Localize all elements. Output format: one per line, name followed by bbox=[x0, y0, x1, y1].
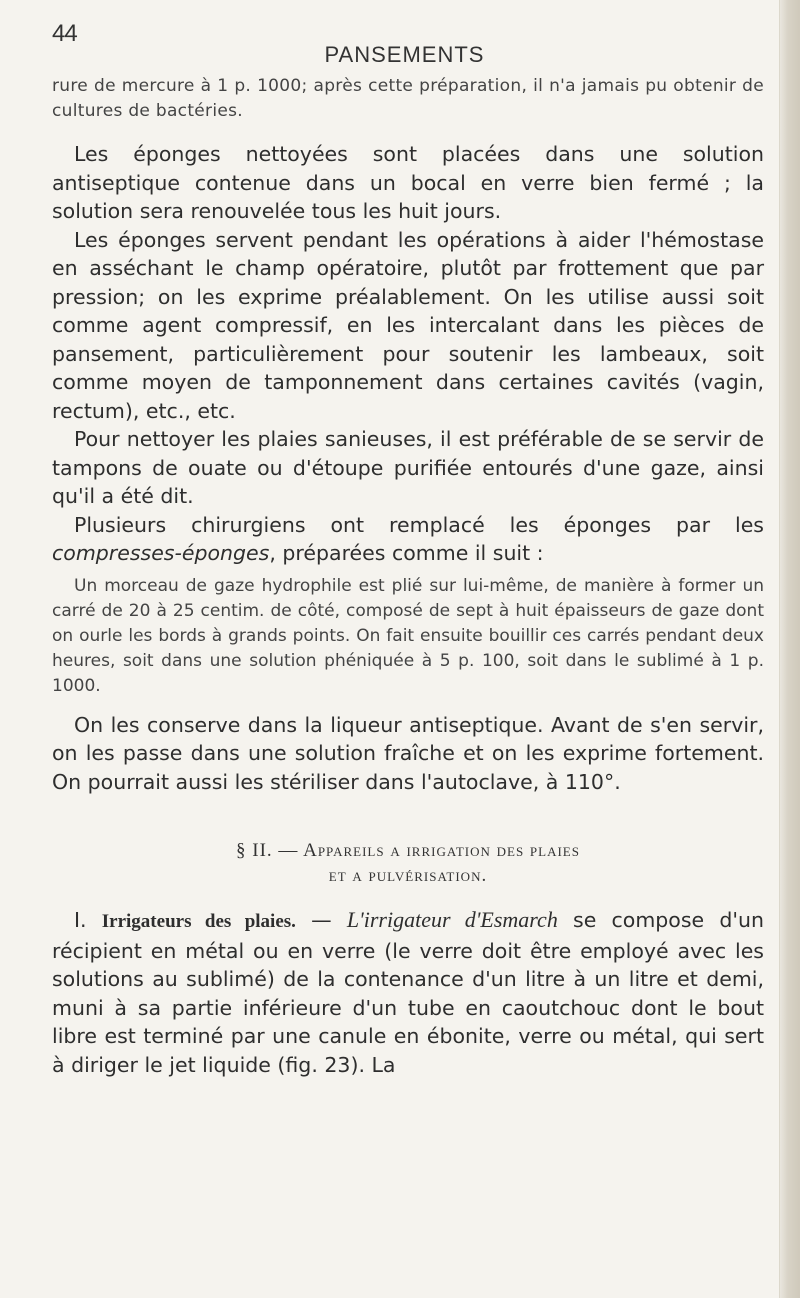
running-head: PANSEMENTS bbox=[324, 42, 485, 67]
continued-paragraph: rure de mercure à 1 p. 1000; après cette préparation, il n'a jamais pu obtenir de cultures de bactéries. bbox=[52, 76, 764, 121]
page-edge bbox=[779, 0, 800, 1298]
paragraph: Les éponges nettoyées sont placées dans une solution antiseptique contenue dans un bocal en verre bien fermé ; la solution sera renouvelée tous les huit jours. bbox=[52, 142, 764, 223]
emphasis-term: compresses-éponges bbox=[52, 541, 270, 565]
subsection-title: Irrigateurs des plaies. bbox=[101, 911, 296, 932]
paragraph-text: , préparées comme il suit : bbox=[269, 541, 544, 565]
page-number: 44 bbox=[52, 20, 77, 47]
paragraph: Pour nettoyer les plaies sanieuses, il est préférable de se servir de tampons de ouate ou d'étoupe purifiée entourés d'une gaze, ainsi qu'il a été dit. bbox=[52, 427, 764, 508]
subsection-number: I. bbox=[74, 908, 87, 932]
quoted-recipe: Un morceau de gaze hydrophile est plié sur lui-même, de manière à former un carré de 20 à 25 centim. de côté, composé de sept à huit épaisseurs de gaze dont on ourle les bords à grands points. On fait ensuite bouillir ces carrés pendant deux heures, soit dans une solution phéniquée à 5 p. 100, soit dans le sublimé à 1 p. 1000. bbox=[52, 575, 764, 696]
section-heading-line: et a pulvérisation. bbox=[328, 865, 488, 886]
paragraph-text: Plusieurs chirurgiens ont remplacé les éponges par les bbox=[74, 512, 764, 537]
subsection-paragraph bbox=[52, 906, 764, 1079]
page-content bbox=[52, 74, 764, 1079]
paragraph bbox=[52, 511, 764, 568]
dash: — bbox=[295, 908, 347, 932]
page-header bbox=[52, 20, 757, 67]
section-heading bbox=[52, 838, 764, 888]
paragraph: On les conserve dans la liqueur antiseptique. Avant de s'en servir, on les passe dans une solution fraîche et on les exprime fortement. On pourrait aussi les stériliser dans l'autoclave, à 110°. bbox=[52, 712, 764, 794]
paragraph-text: se compose d'un récipient en métal ou en verre (le verre doit être employé avec les solutions au sublimé) de la contenance d'un litre à un litre et demi, muni à sa partie inférieure d'un tube en caoutchouc dont le bout libre est terminé par une canule en ébonite, verre ou métal, qui sert à diriger le jet liquide (fig. 23). La bbox=[52, 908, 764, 1077]
section-heading-line: § II. — Appareils a irrigation des plaies bbox=[236, 840, 580, 861]
paragraph: Les éponges servent pendant les opérations à aider l'hémostase en asséchant le champ opératoire, plutôt par frottement que par pression; on les exprime préalablement. On les utilise aussi soit comme agent compressif, en les intercalant dans les pièces de pansement, particulièrement pour soutenir les lambeaux, soit comme moyen de tamponnement dans certaines cavités (vagin, rectum), etc., etc. bbox=[52, 227, 764, 423]
italic-title: L'irrigateur d'Esmarch bbox=[346, 907, 558, 932]
